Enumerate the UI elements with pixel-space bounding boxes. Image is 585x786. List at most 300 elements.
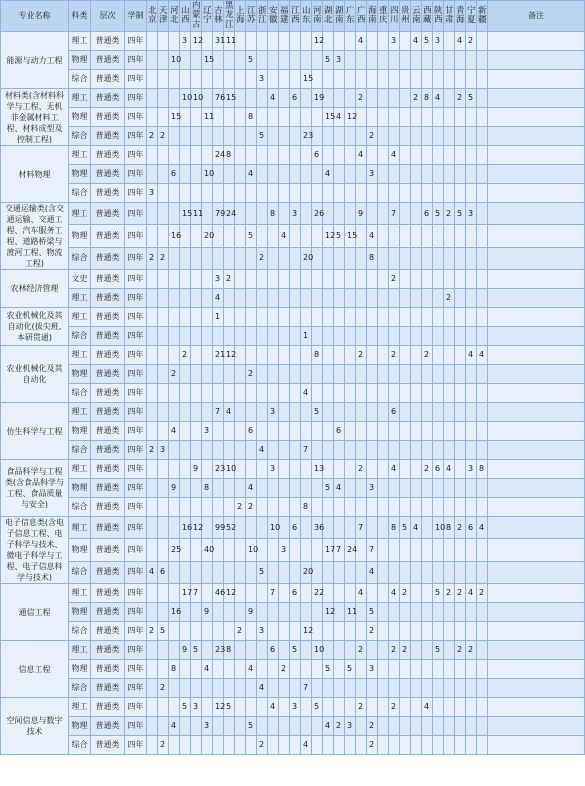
quota-cell: 7 [367, 539, 378, 561]
quota-cell [312, 479, 323, 498]
quota-cell [466, 561, 477, 583]
quota-cell [367, 384, 378, 403]
quota-cell [191, 365, 202, 384]
quota-cell [477, 289, 488, 308]
quota-cell [147, 584, 158, 603]
quota-cell [477, 89, 488, 108]
quota-cell [312, 270, 323, 289]
table-row [1, 717, 585, 736]
table-body [1, 32, 585, 755]
table-row [1, 422, 585, 441]
level-cell: 普通类 [91, 89, 125, 108]
quota-cell: 2 [158, 679, 169, 698]
header-row [1, 1, 585, 32]
table-row [1, 622, 585, 641]
quota-cell [279, 698, 290, 717]
quota-cell [422, 184, 433, 203]
years-cell: 四年 [125, 51, 147, 70]
quota-cell [301, 422, 312, 441]
quota-cell: 6 [290, 89, 301, 108]
quota-cell [422, 679, 433, 698]
level-cell: 普通类 [91, 384, 125, 403]
quota-cell: 16 [180, 517, 191, 539]
quota-cell: 11 [191, 203, 202, 225]
quota-cell [323, 698, 334, 717]
quota-cell: 22 [312, 584, 323, 603]
quota-cell [334, 584, 345, 603]
quota-cell: 5 [224, 698, 235, 717]
quota-cell: 15 [301, 70, 312, 89]
quota-cell [235, 717, 246, 736]
quota-cell [477, 384, 488, 403]
quota-cell: 5 [323, 51, 334, 70]
quota-cell: 2 [169, 365, 180, 384]
quota-cell [334, 327, 345, 346]
quota-cell: 4 [477, 346, 488, 365]
years-cell: 四年 [125, 270, 147, 289]
quota-cell [411, 108, 422, 127]
quota-cell: 5 [400, 517, 411, 539]
quota-cell: 4 [301, 736, 312, 755]
quota-cell [169, 346, 180, 365]
quota-cell [312, 384, 323, 403]
quota-cell [323, 184, 334, 203]
quota-cell: 2 [411, 89, 422, 108]
quota-cell [334, 698, 345, 717]
quota-cell [279, 498, 290, 517]
quota-cell: 11 [224, 32, 235, 51]
quota-cell [477, 479, 488, 498]
table-row [1, 384, 585, 403]
quota-cell [400, 603, 411, 622]
quota-cell [235, 289, 246, 308]
quota-cell [180, 441, 191, 460]
quota-cell [433, 165, 444, 184]
quota-cell [378, 365, 389, 384]
remarks-cell [488, 441, 585, 460]
quota-cell [301, 539, 312, 561]
table-row [1, 498, 585, 517]
quota-cell [158, 422, 169, 441]
table-row [1, 346, 585, 365]
remarks-cell [488, 289, 585, 308]
quota-cell [202, 270, 213, 289]
quota-cell [147, 679, 158, 698]
quota-cell [367, 517, 378, 539]
quota-cell [290, 479, 301, 498]
table-row [1, 603, 585, 622]
quota-cell [257, 641, 268, 660]
quota-cell: 5 [290, 641, 301, 660]
quota-cell: 9 [180, 641, 191, 660]
quota-cell [334, 346, 345, 365]
quota-cell [235, 660, 246, 679]
quota-cell: 2 [444, 203, 455, 225]
quota-cell [334, 32, 345, 51]
quota-cell [334, 89, 345, 108]
quota-cell [257, 498, 268, 517]
quota-cell [323, 327, 334, 346]
quota-cell [235, 422, 246, 441]
quota-cell [477, 32, 488, 51]
quota-cell [411, 698, 422, 717]
category-cell: 综合 [69, 561, 91, 583]
quota-cell: 2 [158, 736, 169, 755]
quota-cell [334, 561, 345, 583]
quota-cell [345, 498, 356, 517]
quota-cell: 2 [356, 698, 367, 717]
quota-cell [323, 146, 334, 165]
quota-cell [246, 622, 257, 641]
quota-cell [455, 561, 466, 583]
quota-cell [202, 736, 213, 755]
quota-cell [356, 622, 367, 641]
quota-cell: 23 [213, 641, 224, 660]
category-cell: 综合 [69, 384, 91, 403]
quota-cell: 2 [455, 517, 466, 539]
major-name: 通信工程 [1, 584, 69, 641]
quota-cell [257, 384, 268, 403]
quota-cell: 9 [169, 479, 180, 498]
quota-cell [444, 698, 455, 717]
quota-cell [389, 225, 400, 247]
quota-cell [268, 327, 279, 346]
quota-cell [312, 365, 323, 384]
quota-cell: 3 [180, 32, 191, 51]
quota-cell: 2 [389, 270, 400, 289]
years-cell: 四年 [125, 736, 147, 755]
quota-cell: 4 [455, 32, 466, 51]
quota-cell: 36 [312, 517, 323, 539]
quota-cell [477, 441, 488, 460]
quota-cell [378, 165, 389, 184]
quota-cell [235, 308, 246, 327]
quota-cell [433, 184, 444, 203]
quota-cell [334, 679, 345, 698]
years-cell: 四年 [125, 289, 147, 308]
quota-cell [268, 365, 279, 384]
quota-cell [477, 660, 488, 679]
quota-cell [301, 365, 312, 384]
quota-cell [345, 479, 356, 498]
remarks-cell [488, 384, 585, 403]
quota-cell: 4 [279, 225, 290, 247]
quota-cell [180, 622, 191, 641]
quota-cell [158, 270, 169, 289]
quota-cell [444, 89, 455, 108]
quota-cell [378, 641, 389, 660]
quota-cell [400, 225, 411, 247]
quota-cell: 5 [433, 203, 444, 225]
level-cell: 普通类 [91, 289, 125, 308]
quota-cell [158, 225, 169, 247]
quota-cell [345, 289, 356, 308]
quota-cell [455, 270, 466, 289]
remarks-cell [488, 422, 585, 441]
quota-cell: 9 [356, 203, 367, 225]
quota-cell [455, 51, 466, 70]
quota-cell [158, 365, 169, 384]
quota-cell: 3 [268, 460, 279, 479]
quota-cell [389, 89, 400, 108]
quota-cell [466, 146, 477, 165]
quota-cell: 24 [224, 203, 235, 225]
quota-cell [455, 539, 466, 561]
quota-cell: 2 [235, 498, 246, 517]
quota-cell [444, 641, 455, 660]
quota-cell [444, 165, 455, 184]
quota-cell: 15 [169, 108, 180, 127]
quota-cell: 6 [246, 422, 257, 441]
quota-cell [191, 622, 202, 641]
quota-cell [378, 539, 389, 561]
quota-cell [301, 165, 312, 184]
quota-cell [246, 32, 257, 51]
quota-cell [422, 127, 433, 146]
category-cell: 理工 [69, 289, 91, 308]
quota-cell [235, 479, 246, 498]
quota-cell [224, 384, 235, 403]
quota-cell [158, 32, 169, 51]
quota-cell [356, 289, 367, 308]
quota-cell: 2 [422, 346, 433, 365]
quota-cell [345, 441, 356, 460]
quota-cell: 6 [389, 403, 400, 422]
quota-cell [433, 679, 444, 698]
quota-cell [334, 247, 345, 269]
level-cell: 普通类 [91, 539, 125, 561]
quota-cell [356, 441, 367, 460]
level-cell: 普通类 [91, 127, 125, 146]
quota-cell [411, 441, 422, 460]
quota-cell [444, 327, 455, 346]
quota-cell [246, 460, 257, 479]
quota-cell: 2 [246, 365, 257, 384]
years-cell: 四年 [125, 498, 147, 517]
quota-cell [367, 441, 378, 460]
quota-cell [334, 736, 345, 755]
quota-cell [422, 498, 433, 517]
quota-cell [334, 517, 345, 539]
quota-cell [367, 403, 378, 422]
header-province: 安徽 [268, 1, 279, 32]
quota-cell: 9 [191, 460, 202, 479]
quota-cell [268, 32, 279, 51]
quota-cell [191, 127, 202, 146]
category-cell: 理工 [69, 584, 91, 603]
quota-cell [235, 736, 246, 755]
quota-cell [169, 384, 180, 403]
quota-cell [455, 698, 466, 717]
quota-cell [356, 365, 367, 384]
years-cell: 四年 [125, 479, 147, 498]
major-name: 电子信息类(含电子信息工程、电子科学与技术、微电子科学与工程、电子信息科学与技术) [1, 517, 69, 584]
quota-cell: 8 [202, 479, 213, 498]
quota-cell [290, 184, 301, 203]
quota-cell [455, 422, 466, 441]
quota-cell: 8 [169, 660, 180, 679]
quota-cell [312, 660, 323, 679]
category-cell: 物理 [69, 603, 91, 622]
quota-cell: 2 [389, 698, 400, 717]
header-province: 福建 [279, 1, 290, 32]
quota-cell [235, 365, 246, 384]
quota-cell [378, 717, 389, 736]
quota-cell: 5 [433, 584, 444, 603]
quota-cell [477, 561, 488, 583]
quota-cell [378, 308, 389, 327]
header-province: 海南 [367, 1, 378, 32]
quota-cell [466, 422, 477, 441]
quota-cell [466, 225, 477, 247]
quota-cell [323, 622, 334, 641]
quota-cell: 2 [147, 441, 158, 460]
quota-cell: 7 [268, 584, 279, 603]
quota-cell [290, 561, 301, 583]
quota-cell [279, 270, 290, 289]
quota-cell [433, 698, 444, 717]
quota-cell [378, 698, 389, 717]
quota-cell [301, 717, 312, 736]
quota-cell [356, 679, 367, 698]
quota-cell [466, 384, 477, 403]
quota-cell [477, 127, 488, 146]
header-province: 江西 [290, 1, 301, 32]
quota-cell [477, 603, 488, 622]
quota-cell [301, 403, 312, 422]
category-cell: 物理 [69, 422, 91, 441]
quota-cell [367, 270, 378, 289]
quota-cell [224, 561, 235, 583]
quota-cell [422, 441, 433, 460]
quota-cell [400, 165, 411, 184]
remarks-cell [488, 460, 585, 479]
quota-cell [169, 327, 180, 346]
quota-cell [477, 51, 488, 70]
category-cell: 理工 [69, 460, 91, 479]
quota-cell [345, 165, 356, 184]
quota-cell [213, 603, 224, 622]
quota-cell [334, 165, 345, 184]
quota-cell: 2 [367, 622, 378, 641]
quota-cell [191, 384, 202, 403]
years-cell: 四年 [125, 384, 147, 403]
quota-cell: 3 [433, 32, 444, 51]
quota-cell [367, 584, 378, 603]
quota-cell [312, 289, 323, 308]
quota-cell [257, 289, 268, 308]
quota-cell [477, 365, 488, 384]
quota-cell: 76 [213, 89, 224, 108]
quota-cell: 3 [466, 203, 477, 225]
quota-cell [323, 498, 334, 517]
category-cell: 物理 [69, 225, 91, 247]
quota-cell [191, 184, 202, 203]
header-years: 学制 [125, 1, 147, 32]
quota-cell: 20 [202, 225, 213, 247]
quota-cell [389, 498, 400, 517]
quota-cell [400, 346, 411, 365]
quota-cell: 3 [279, 539, 290, 561]
quota-cell [268, 247, 279, 269]
quota-cell [268, 622, 279, 641]
level-cell: 普通类 [91, 270, 125, 289]
quota-cell [378, 603, 389, 622]
remarks-cell [488, 365, 585, 384]
years-cell: 四年 [125, 460, 147, 479]
quota-cell [411, 165, 422, 184]
quota-cell [279, 422, 290, 441]
quota-cell [455, 622, 466, 641]
quota-cell [433, 603, 444, 622]
quota-cell [158, 146, 169, 165]
years-cell: 四年 [125, 641, 147, 660]
quota-cell: 3 [334, 51, 345, 70]
quota-cell [147, 660, 158, 679]
major-name: 能源与动力工程 [1, 32, 69, 89]
quota-cell: 6 [290, 584, 301, 603]
level-cell: 普通类 [91, 70, 125, 89]
quota-cell [367, 308, 378, 327]
quota-cell [455, 108, 466, 127]
quota-cell [279, 51, 290, 70]
quota-cell [400, 384, 411, 403]
category-cell: 综合 [69, 679, 91, 698]
quota-cell [433, 717, 444, 736]
quota-cell [169, 622, 180, 641]
quota-cell [323, 346, 334, 365]
quota-cell [169, 127, 180, 146]
quota-cell [191, 327, 202, 346]
quota-cell [422, 403, 433, 422]
quota-cell [378, 441, 389, 460]
quota-cell [444, 660, 455, 679]
quota-cell [235, 641, 246, 660]
quota-cell [466, 127, 477, 146]
quota-cell: 4 [367, 561, 378, 583]
remarks-cell [488, 346, 585, 365]
quota-cell [213, 498, 224, 517]
quota-cell [257, 422, 268, 441]
quota-cell [257, 603, 268, 622]
quota-cell [312, 679, 323, 698]
remarks-cell [488, 736, 585, 755]
quota-cell: 9 [202, 603, 213, 622]
quota-cell: 6 [290, 517, 301, 539]
quota-cell [191, 498, 202, 517]
table-row [1, 679, 585, 698]
years-cell: 四年 [125, 679, 147, 698]
quota-cell [389, 736, 400, 755]
quota-cell [257, 660, 268, 679]
quota-cell [279, 479, 290, 498]
quota-cell [422, 146, 433, 165]
quota-cell [444, 108, 455, 127]
quota-cell: 2 [279, 660, 290, 679]
quota-cell [202, 127, 213, 146]
quota-cell [224, 365, 235, 384]
quota-cell [466, 717, 477, 736]
category-cell: 综合 [69, 441, 91, 460]
quota-cell: 2 [455, 641, 466, 660]
header-province: 天津 [158, 1, 169, 32]
quota-cell: 31 [213, 32, 224, 51]
quota-cell [466, 679, 477, 698]
header-province: 西藏 [422, 1, 433, 32]
category-cell: 理工 [69, 146, 91, 165]
quota-cell [466, 70, 477, 89]
quota-cell [191, 441, 202, 460]
